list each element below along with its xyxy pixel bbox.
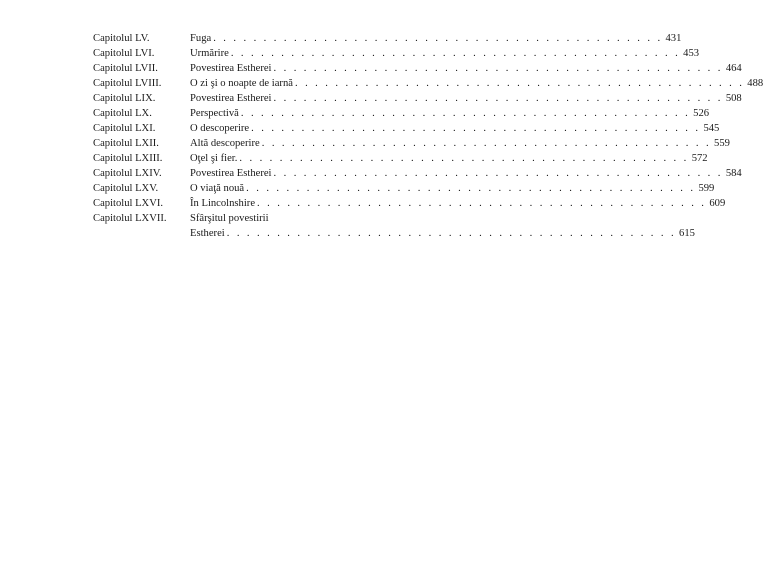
chapter-title: Estherei — [190, 228, 225, 239]
chapter-number: Capitolul LX. — [93, 108, 152, 119]
toc-entry-line — [190, 106, 709, 121]
toc-entry-line — [190, 136, 730, 151]
toc-row — [93, 106, 710, 121]
page-number: 584 — [725, 168, 742, 179]
toc-row — [93, 136, 730, 151]
chapter-number: Capitolul LVIII. — [93, 78, 162, 89]
chapter-title: Perspectivă — [190, 108, 239, 119]
chapter-title: Oţel şi fier. — [190, 153, 238, 164]
page-number: 559 — [714, 138, 730, 149]
toc-entry — [190, 196, 725, 211]
toc-row — [93, 151, 708, 166]
toc-row — [93, 61, 742, 76]
toc-row — [93, 196, 726, 211]
toc-entry-line — [190, 76, 763, 91]
chapter-title: O zi şi o noapte de iarnă — [190, 78, 293, 89]
dot-leader — [231, 46, 680, 61]
toc-entry — [190, 151, 708, 166]
toc-entry-line — [190, 91, 742, 106]
page-number: 453 — [683, 48, 700, 59]
chapter-number: Capitolul LVII. — [93, 63, 158, 74]
toc-entry-line — [190, 211, 695, 226]
chapter-title: Fuga — [190, 33, 212, 44]
chapter-number: Capitolul LV. — [93, 33, 150, 44]
chapter-number: Capitolul LVI. — [93, 48, 155, 59]
toc-entry-line — [190, 31, 681, 46]
chapter-number: Capitolul LIX. — [93, 93, 156, 104]
dot-leader — [274, 166, 723, 181]
table-of-contents — [93, 31, 763, 241]
chapter-title: Sfârşitul povestirii — [190, 213, 269, 224]
chapter-number: Capitolul LXI. — [93, 123, 156, 134]
toc-row — [93, 121, 720, 136]
dot-leader — [257, 196, 706, 211]
toc-entry — [190, 31, 681, 46]
dot-leader — [274, 91, 723, 106]
page-number: 545 — [703, 123, 720, 134]
toc-entry — [190, 91, 742, 106]
toc-row — [93, 31, 682, 46]
toc-entry-line — [190, 121, 719, 136]
toc-entry — [190, 166, 742, 181]
toc-row — [93, 76, 763, 91]
dot-leader — [246, 181, 695, 196]
toc-row — [93, 91, 742, 106]
chapter-number: Capitolul LXIII. — [93, 153, 163, 164]
page-number: 609 — [709, 198, 726, 209]
chapter-number: Capitolul LXV. — [93, 183, 159, 194]
toc-entry-line — [190, 61, 742, 76]
page-number: 464 — [725, 63, 742, 74]
page-number: 488 — [747, 78, 763, 89]
chapter-title: Povestirea Estherei — [190, 168, 272, 179]
page-number: 599 — [698, 183, 715, 194]
dot-leader — [227, 226, 676, 241]
page-number: 572 — [691, 153, 708, 164]
chapter-title: În Lincolnshire — [190, 198, 256, 209]
toc-entry-line — [190, 226, 695, 241]
chapter-title: Povestirea Estherei — [190, 63, 272, 74]
toc-entry — [190, 121, 719, 136]
toc-entry — [190, 181, 714, 196]
toc-entry — [190, 106, 709, 121]
chapter-title: Povestirea Estherei — [190, 93, 272, 104]
toc-entry — [190, 136, 730, 151]
chapter-number: Capitolul LXVII. — [93, 213, 167, 224]
toc-row — [93, 166, 742, 181]
dot-leader — [262, 136, 711, 151]
dot-leader — [241, 106, 690, 121]
toc-entry — [190, 46, 699, 61]
chapter-title: O descoperire — [190, 123, 250, 134]
toc-entry-line — [190, 181, 714, 196]
toc-row — [93, 181, 715, 196]
page-number: 431 — [665, 33, 682, 44]
toc-row — [93, 211, 695, 241]
dot-leader — [213, 31, 662, 46]
chapter-title: Altă descoperire — [190, 138, 260, 149]
toc-entry-line — [190, 166, 742, 181]
page-number: 526 — [693, 108, 710, 119]
dot-leader — [251, 121, 700, 136]
chapter-number: Capitolul LXIV. — [93, 168, 162, 179]
chapter-number: Capitolul LXII. — [93, 138, 159, 149]
toc-entry — [190, 211, 695, 241]
page-number: 508 — [725, 93, 742, 104]
chapter-title: Urmărire — [190, 48, 229, 59]
page-number: 615 — [679, 228, 695, 239]
toc-entry-line — [190, 196, 725, 211]
chapter-title: O viaţă nouă — [190, 183, 245, 194]
toc-entry-line — [190, 46, 699, 61]
toc-entry — [190, 61, 742, 76]
dot-leader — [274, 61, 723, 76]
toc-entry — [190, 76, 763, 91]
toc-row — [93, 46, 700, 61]
toc-entry-line — [190, 151, 708, 166]
chapter-number: Capitolul LXVI. — [93, 198, 164, 209]
dot-leader — [295, 76, 744, 91]
dot-leader — [239, 151, 688, 166]
